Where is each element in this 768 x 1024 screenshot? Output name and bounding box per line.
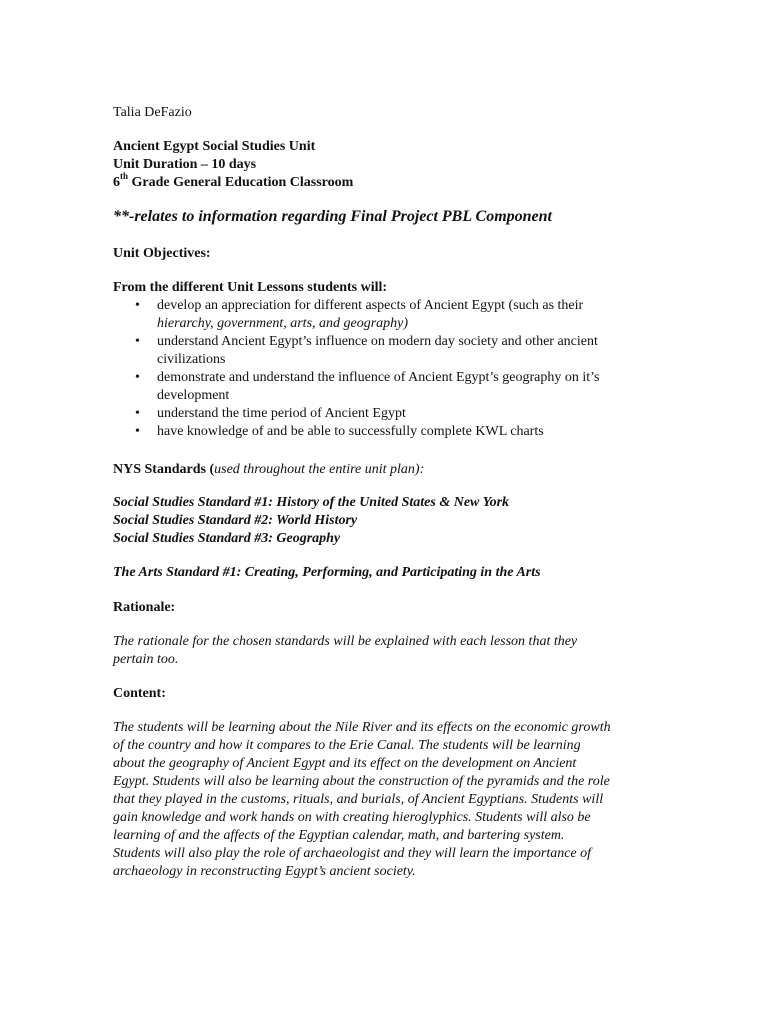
content-heading: Content: bbox=[113, 686, 166, 701]
rationale-line-2: pertain too. bbox=[113, 652, 179, 667]
list-item bbox=[113, 369, 673, 405]
list-item bbox=[113, 333, 673, 369]
standards-heading-bold: NYS Standards ( bbox=[113, 462, 215, 477]
content-line: The students will be learning about the Nile River and its effects on the economic growth bbox=[113, 720, 611, 735]
objective-text-cont: development bbox=[157, 388, 230, 403]
objective-text-cont: civilizations bbox=[157, 352, 226, 367]
unit-duration: Unit Duration – 10 days bbox=[113, 157, 257, 172]
content-line: learning of and the affects of the Egyptian calendar, math, and bartering system. bbox=[113, 828, 565, 843]
bullet-icon: • bbox=[135, 424, 140, 439]
grade-line bbox=[113, 171, 354, 192]
content-line: Students will also play the role of archaeologist and they will learn the importance of bbox=[113, 846, 592, 861]
grade-text: Grade General Education Classroom bbox=[128, 175, 354, 190]
objectives-heading: Unit Objectives: bbox=[113, 246, 211, 261]
standard-ss2: Social Studies Standard #2: World History bbox=[113, 513, 358, 528]
pbl-note: **-relates to information regarding Final Project PBL Component bbox=[113, 208, 552, 225]
bullet-icon: • bbox=[135, 298, 140, 313]
objective-text: understand Ancient Egypt’s influence on modern day society and other ancient bbox=[157, 334, 598, 349]
content-line: that they played in the customs, rituals, and burials, of Ancient Egyptians. Students will bbox=[113, 792, 604, 807]
list-item bbox=[113, 297, 673, 333]
standard-ss3: Social Studies Standard #3: Geography bbox=[113, 531, 341, 546]
content-line: of the country and how it compares to the Erie Canal. The students will be learning bbox=[113, 738, 581, 753]
content-line: archaeology in reconstructing Egypt’s ancient society. bbox=[113, 864, 416, 879]
standards-heading bbox=[113, 461, 424, 479]
list-item bbox=[113, 423, 673, 441]
objective-text-italic: hierarchy, government, arts, and geography) bbox=[157, 316, 409, 331]
objective-text: understand the time period of Ancient Egypt bbox=[157, 406, 406, 421]
content-line: gain knowledge and work hands on with creating hieroglyphics. Students will also be bbox=[113, 810, 591, 825]
rationale-line-1: The rationale for the chosen standards will be explained with each lesson that they bbox=[113, 634, 578, 649]
objective-text: have knowledge of and be able to successfully complete KWL charts bbox=[157, 424, 544, 439]
objective-text: develop an appreciation for different aspects of Ancient Egypt (such as their bbox=[157, 298, 584, 313]
standard-ss1: Social Studies Standard #1: History of the United States & New York bbox=[113, 495, 510, 510]
bullet-icon: • bbox=[135, 370, 140, 385]
list-item bbox=[113, 405, 673, 423]
bullet-icon: • bbox=[135, 406, 140, 421]
content-line: Egypt. Students will also be learning about the construction of the pyramids and the role bbox=[113, 774, 610, 789]
unit-title: Ancient Egypt Social Studies Unit bbox=[113, 139, 316, 154]
objectives-intro: From the different Unit Lessons students will: bbox=[113, 280, 388, 295]
bullet-icon: • bbox=[135, 334, 140, 349]
content-line: about the geography of Ancient Egypt and its effect on the development on Ancient bbox=[113, 756, 577, 771]
grade-number: 6 bbox=[113, 175, 120, 190]
objectives-list bbox=[113, 297, 673, 441]
grade-suffix: th bbox=[120, 171, 129, 182]
standard-arts1: The Arts Standard #1: Creating, Performing, and Participating in the Arts bbox=[113, 565, 541, 580]
standards-heading-italic: used throughout the entire unit plan): bbox=[214, 462, 425, 477]
objective-text: demonstrate and understand the influence of Ancient Egypt’s geography on it’s bbox=[157, 370, 600, 385]
author-name: Talia DeFazio bbox=[113, 105, 192, 120]
rationale-heading: Rationale: bbox=[113, 600, 176, 615]
